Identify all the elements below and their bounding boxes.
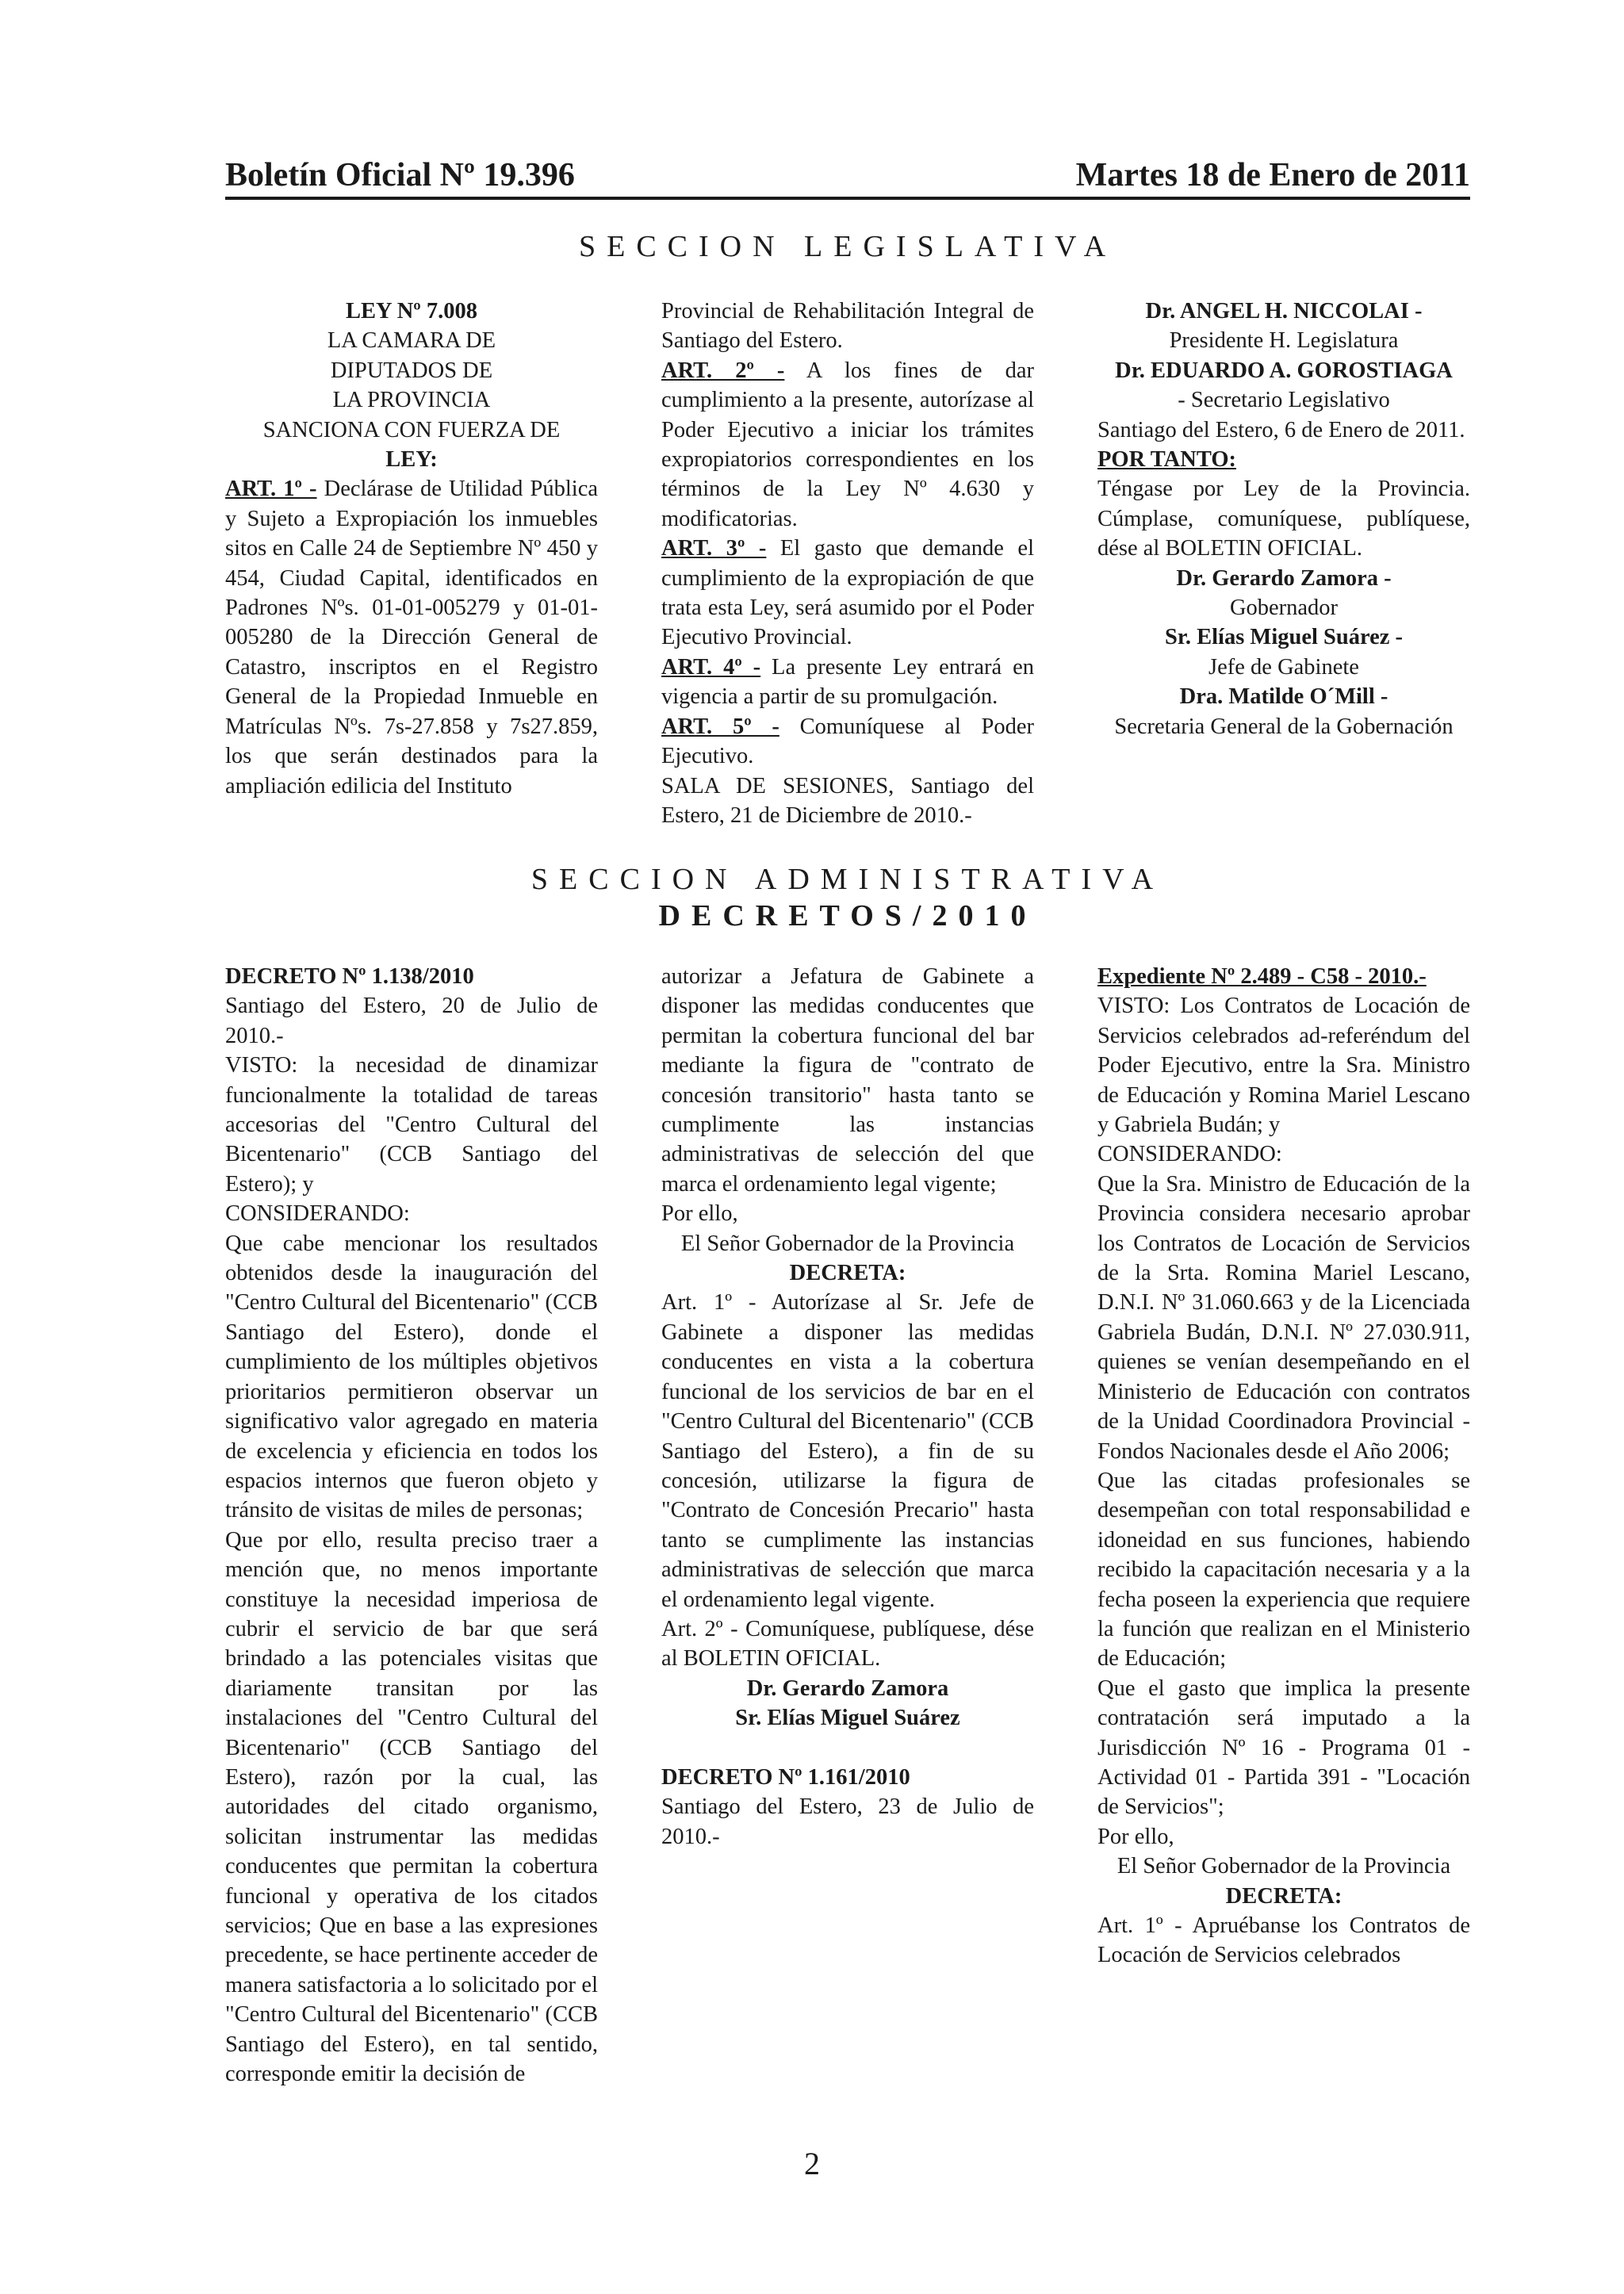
ley-article-4 xyxy=(661,653,1034,712)
decreto-paragraph: Que por ello, resulta preciso traer a mención que, no menos importante constituye la necesidad imperiosa de cubrir el servicio de bar que será brindado a las potenciales visitas que diariamente transitan por las instalaciones del "Centro Cultural del Bicentenario" (CCB Santiago del Estero), razón por la cual, las autoridades del citado organismo, solicitan instrumentar las medidas conducentes que permitan la cobertura funcional y operativa de los citados servicios; Que en base a las expresiones precedente, se hace pertinente acceder de manera satisfactoria a lo solicitado por el "Centro Cultural del Bicentenario" (CCB Santiago del Estero), en tal sentido, corresponde emitir la decisión de xyxy=(225,1527,598,2087)
expediente-decreta: DECRETA: xyxy=(1225,1883,1342,1909)
decreto-title: DECRETO Nº 1.138/2010 xyxy=(225,964,474,989)
signature-role: Jefe de Gabinete xyxy=(1208,654,1359,680)
article-text: La presente Ley entrará en vigencia a partir de su promulgación. xyxy=(661,654,1034,710)
ley-articles-column xyxy=(661,297,1034,830)
ley-preamble-line: SANCIONA CON FUERZA DE xyxy=(262,417,561,442)
article-text: A los fines de dar cumplimiento a la presente, autorízase al Poder Ejecutivo a iniciar los trámites expropiatorios correspondientes en los términos de la Ley Nº 4.630 y modificatorias. xyxy=(661,358,1034,531)
article-label: ART. 1º - xyxy=(225,477,317,502)
signature-omill: Dra. Matilde O´Mill - xyxy=(1179,684,1388,710)
expediente-paragraph: Que el gasto que implica la presente contratación será imputado a la Jurisdicción Nº 16 - Programa 01 - Actividad 01 - Partida 391 - "Locación de Servicios"; xyxy=(1097,1676,1470,1820)
signature-suarez: Sr. Elías Miguel Suárez - xyxy=(1164,625,1404,650)
ley-preamble-line: LA PROVINCIA xyxy=(332,388,491,413)
expediente-visto: VISTO: Los Contratos de Locación de Servicios celebrados ad-referéndum del Poder Ejecutivo, entre la Sra. Ministro de Educación y Romina Mariel Lescano y Gabriela Budán; y xyxy=(1097,994,1470,1138)
bulletin-number: Boletín Oficial Nº 19.396 xyxy=(225,157,575,193)
expediente-column xyxy=(1097,962,1470,1970)
decreto-article-2: Art. 2º - Comuníquese, publíquese, dése al BOLETIN OFICIAL. xyxy=(661,1616,1034,1672)
signature-role: - Secretario Legislativo xyxy=(1178,388,1390,413)
page-header xyxy=(225,155,1470,200)
decreto-2-title: DECRETO Nº 1.161/2010 xyxy=(661,1764,910,1790)
decreto-2-date: Santiago del Estero, 23 de Julio de 2010.- xyxy=(661,1794,1034,1849)
expediente-por-ello: Por ello, xyxy=(1097,1824,1174,1849)
decreto-paragraph: Que cabe mencionar los resultados obtenidos desde la inauguración del "Centro Cultural del Bicentenario" (CCB Santiago del Estero), donde el cumplimiento de los múltiples objetivos prioritarios permitieron observar un significativo valor agregado en materia de excelencia y eficiencia en todos los espacios internos que fueron objeto y tránsito de visitas de miles de personas; xyxy=(225,1231,598,1523)
tengase-text: Téngase por Ley de la Provincia. Cúmplase, comuníquese, publíquese, dése al BOLETIN OFICIAL. xyxy=(1097,477,1470,561)
expediente-gobernador: El Señor Gobernador de la Provincia xyxy=(1116,1854,1451,1879)
decreto-column-1 xyxy=(225,962,598,2089)
ley-article-5 xyxy=(661,712,1034,772)
ley-article-1 xyxy=(225,474,598,800)
article-label: ART. 4º - xyxy=(661,654,761,680)
ley-article-1-continued xyxy=(661,297,1034,356)
signature-suarez: Sr. Elías Miguel Suárez xyxy=(735,1706,960,1731)
article-label: ART. 5º - xyxy=(661,714,779,739)
decreto-article-1: Art. 1º - Autorízase al Sr. Jefe de Gabinete a disponer las medidas conducentes en vista a la cobertura funcional de los servicios de bar en el "Centro Cultural del Bicentenario" (CCB Santiago del Estero), a fin de su concesión, utilizarse la figura de "Contrato de Concesión Precario" hasta tanto se cumplimente las instancias administrativas de selección que marca el ordenamiento legal vigente. xyxy=(661,1290,1034,1612)
ley-preamble-line: DIPUTADOS DE xyxy=(330,358,493,383)
ley-article-2 xyxy=(661,356,1034,534)
ley-label: LEY: xyxy=(385,447,438,473)
decreto-considerando: CONSIDERANDO: xyxy=(225,1201,410,1227)
signature-role: Gobernador xyxy=(1229,596,1339,621)
article-text: Declárase de Utilidad Pública y Sujeto a Expropiación los inmuebles sitos en Calle 24 de Septiembre Nº 450 y 454, Ciudad Capital, identificados en Padrones Nºs. 01-01-005279 y 01-01-005280 de la Dirección General de Catastro, inscriptos en el Registro General de la Propiedad Inmueble en Matrículas Nºs. 7s-27.858 y 7s27.859, los que serán destinados para la ampliación edilicia del Instituto xyxy=(225,477,598,798)
decreto-decreta: DECRETA: xyxy=(789,1261,906,1286)
article-text: SALA DE SESIONES, Santiago del Estero, 21 de Diciembre de 2010.- xyxy=(661,773,1034,828)
signature-role: Presidente H. Legislatura xyxy=(1169,328,1399,354)
signature-zamora: Dr. Gerardo Zamora xyxy=(746,1676,949,1701)
section-administrativa-title: SECCION ADMINISTRATIVA xyxy=(530,863,1165,896)
signature-zamora: Dr. Gerardo Zamora - xyxy=(1176,565,1392,591)
promulgation-date: Santiago del Estero, 6 de Enero de 2011. xyxy=(1097,417,1465,442)
article-text: Provincial de Rehabilitación Integral de Santiago del Estero. xyxy=(661,299,1034,354)
signature-niccolai: Dr. ANGEL H. NICCOLAI - xyxy=(1145,299,1423,324)
signature-gorostiaga: Dr. EDUARDO A. GOROSTIAGA xyxy=(1115,358,1453,383)
expediente-article-1: Art. 1º - Apruébanse los Contratos de Locación de Servicios celebrados xyxy=(1097,1913,1470,1968)
article-text: El gasto que demande el cumplimiento de la expropiación de que trata esta Ley, será asumido por el Poder Ejecutivo Provincial. xyxy=(661,536,1034,650)
expediente-considerando: CONSIDERANDO: xyxy=(1097,1142,1282,1167)
decretos-title: DECRETOS/2010 xyxy=(658,899,1037,933)
decreto-date: Santiago del Estero, 20 de Julio de 2010.- xyxy=(225,994,598,1048)
decreto-visto: VISTO: la necesidad de dinamizar funcionalmente la totalidad de tareas accesorias del "Centro Cultural del Bicentenario" (CCB Santiago del Estero); y xyxy=(225,1053,598,1197)
page-number: 2 xyxy=(804,2146,820,2181)
sala-de-sesiones xyxy=(661,772,1034,831)
article-label: ART. 3º - xyxy=(661,536,767,561)
decreto-column-2 xyxy=(661,962,1034,1852)
ley-title: LEY Nº 7.008 xyxy=(346,299,477,324)
bulletin-date: Martes 18 de Enero de 2011 xyxy=(1075,157,1470,193)
ley-signatures-column xyxy=(1097,297,1470,741)
expediente-paragraph: Que las citadas profesionales se desempeñan con total responsabilidad e idoneidad en sus funciones, habiendo recibido la capacitación necesaria y a la fecha poseen la experiencia que requiere la función que realizan en el Ministerio de Educación; xyxy=(1097,1468,1470,1672)
spacer xyxy=(661,1733,1034,1763)
ley-article-3 xyxy=(661,534,1034,653)
article-text: Comuníquese al Poder Ejecutivo. xyxy=(661,714,1034,769)
section-legislativa-title: SECCION LEGISLATIVA xyxy=(578,230,1117,263)
expediente-paragraph: Que la Sra. Ministro de Educación de la Provincia considera necesario aprobar los Contratos de Locación de Servicios de la Srta. Romina Mariel Lescano, D.N.I. Nº 31.060.663 y de la Licenciada Gabriela Budán, D.N.I. Nº 27.030.911, quienes se venían desempeñando en el Ministerio de Educación con contratos de la Unidad Coordinadora Provincial - Fondos Nacionales desde el Año 2006; xyxy=(1097,1171,1470,1464)
decreto-por-ello: Por ello, xyxy=(661,1201,738,1227)
decreto-gobernador: El Señor Gobernador de la Provincia xyxy=(680,1231,1015,1256)
ley-preamble-line: LA CAMARA DE xyxy=(327,328,496,354)
por-tanto-label: POR TANTO: xyxy=(1097,447,1236,473)
expediente-title: Expediente Nº 2.489 - C58 - 2010.- xyxy=(1097,964,1427,989)
signature-role: Secretaria General de la Gobernación xyxy=(1114,714,1454,739)
article-label: ART. 2º - xyxy=(661,358,785,383)
ley-column-1 xyxy=(225,297,598,801)
decreto-paragraph: autorizar a Jefatura de Gabinete a disponer las medidas conducentes que permitan la cobertura funcional del bar mediante la figura de "contrato de concesión transitorio" hasta tanto se cumplimente las instancias administrativas de selección del que marca el ordenamiento legal vigente; xyxy=(661,964,1034,1197)
